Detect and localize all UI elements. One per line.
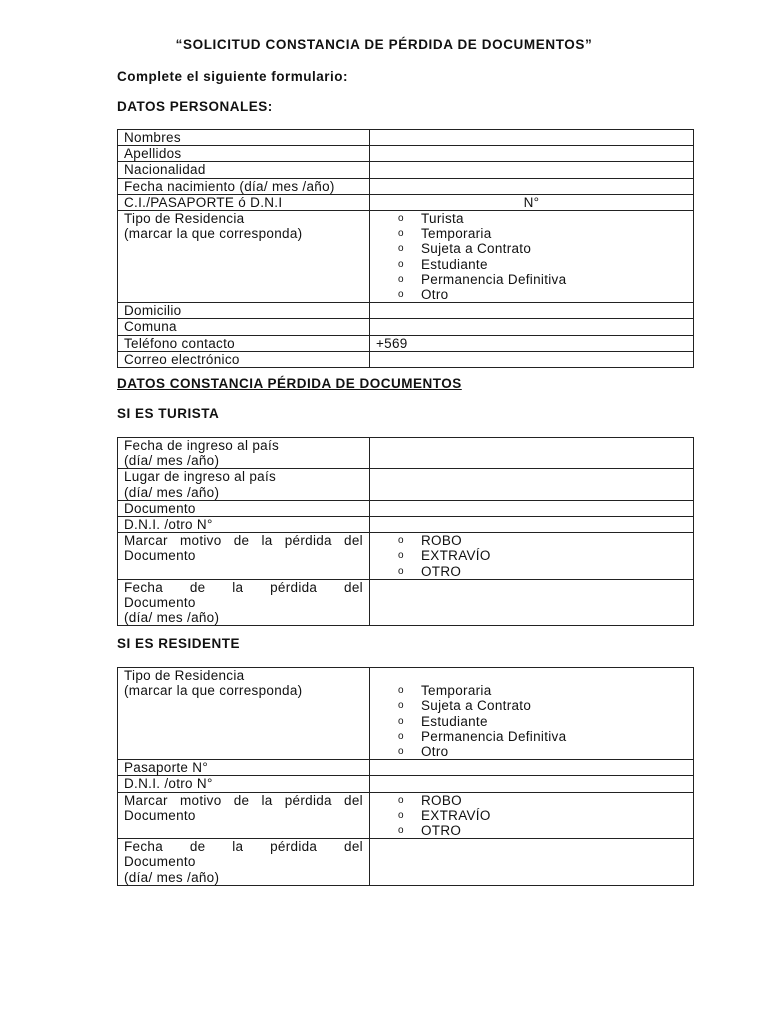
label-line-justified [124, 793, 363, 808]
option-label: Estudiante [421, 713, 488, 729]
option-label: Permanencia Definitiva [421, 271, 567, 287]
option-temporaria[interactable] [398, 226, 687, 241]
field-input-telefono[interactable]: +569 [370, 335, 694, 351]
bullet-circle-icon: o [398, 535, 404, 547]
personal-data-heading: DATOS PERSONALES: [117, 99, 273, 114]
option-robo[interactable] [398, 793, 687, 808]
word: de [233, 792, 250, 808]
option-label: Otro [421, 744, 449, 759]
word: Marcar [124, 533, 168, 549]
bullet-circle-icon: o [398, 565, 404, 577]
field-label-apellidos: Apellidos [118, 146, 370, 162]
word: de [233, 533, 250, 549]
field-input-dni-otro[interactable] [370, 776, 694, 792]
field-input-fecha-perdida[interactable] [370, 839, 694, 886]
word: la [232, 579, 244, 595]
option-permanencia-definitiva[interactable] [398, 729, 687, 744]
field-label-motivo-perdida [118, 792, 370, 839]
field-input-apellidos[interactable] [370, 146, 694, 162]
table-row [118, 760, 694, 776]
field-input-ci-numero[interactable] [370, 194, 694, 210]
field-label-ci-pasaporte: C.I./PASAPORTE ó D.N.I [118, 194, 370, 210]
label-line: Tipo de Residencia [124, 668, 245, 683]
field-label-nombres: Nombres [118, 130, 370, 146]
word: la [261, 792, 273, 808]
field-label-telefono: Teléfono contacto [118, 335, 370, 351]
bullet-circle-icon: o [398, 730, 404, 742]
word: motivo [179, 533, 222, 549]
word: del [344, 839, 363, 855]
label-line: Documento [124, 854, 196, 870]
field-label-tipo-residencia [118, 211, 370, 303]
turista-heading: SI ES TURISTA [117, 406, 220, 421]
option-label: Sujeta a Contrato [421, 241, 532, 257]
word: del [344, 792, 363, 808]
option-label: OTRO [421, 563, 462, 579]
field-label-nacionalidad: Nacionalidad [118, 162, 370, 178]
label-line-justified [124, 839, 363, 854]
word: pérdida [270, 839, 318, 855]
bullet-circle-icon: o [398, 550, 404, 562]
field-label-dni-otro: D.N.I. /otro N° [118, 517, 370, 533]
field-input-correo[interactable] [370, 351, 694, 367]
field-label-pasaporte: Pasaporte N° [118, 760, 370, 776]
option-sujeta-a-contrato[interactable] [398, 241, 687, 256]
form-intro: Complete el siguiente formulario: [117, 69, 349, 84]
option-otro[interactable] [398, 744, 687, 759]
table-row [118, 146, 694, 162]
label-hint: (marcar la que corresponda) [124, 683, 303, 699]
field-label-motivo-perdida [118, 533, 370, 580]
motivo-options [370, 792, 694, 839]
constancia-heading: DATOS CONSTANCIA PÉRDIDA DE DOCUMENTOS [117, 376, 462, 391]
field-input-nacionalidad[interactable] [370, 162, 694, 178]
tipo-residencia-hint: (marcar la que corresponda) [124, 226, 303, 242]
residente-heading: SI ES RESIDENTE [117, 636, 241, 651]
option-extravio[interactable] [398, 548, 687, 563]
label-line: Documento [124, 807, 196, 823]
option-label: ROBO [421, 792, 462, 808]
option-label: Temporaria [421, 683, 492, 699]
table-row [118, 211, 694, 303]
field-input-fecha-perdida[interactable] [370, 579, 694, 626]
word: Fecha [124, 839, 164, 855]
option-label: Temporaria [421, 226, 492, 242]
numero-label: N° [523, 194, 540, 210]
table-row [118, 303, 694, 319]
spacer [376, 668, 687, 683]
option-estudiante[interactable] [398, 714, 687, 729]
field-input-dni-otro[interactable] [370, 517, 694, 533]
bullet-circle-icon: o [398, 809, 404, 821]
bullet-circle-icon: o [398, 746, 404, 757]
word: del [344, 533, 363, 549]
field-input-nombres[interactable] [370, 130, 694, 146]
label-line: Fecha de ingreso al país [124, 438, 280, 453]
table-row [118, 839, 694, 886]
label-hint: (día/ mes /año) [124, 484, 220, 500]
label-line: Lugar de ingreso al país [124, 469, 277, 485]
table-row [118, 776, 694, 792]
table-row [118, 335, 694, 351]
tipo-residencia-options [370, 211, 694, 303]
option-permanencia-definitiva[interactable] [398, 272, 687, 287]
bullet-circle-icon: o [398, 794, 404, 806]
option-label: EXTRAVÍO [421, 807, 491, 823]
bullet-circle-icon: o [398, 258, 404, 270]
option-label: ROBO [421, 533, 462, 549]
tipo-residencia-label: Tipo de Residencia [124, 211, 245, 227]
option-otro[interactable] [398, 564, 687, 579]
option-label: Estudiante [421, 256, 488, 272]
option-extravio[interactable] [398, 808, 687, 823]
label-line: Documento [124, 548, 196, 564]
word: motivo [179, 792, 222, 808]
table-row [118, 668, 694, 760]
option-label: OTRO [421, 823, 462, 839]
tipo-residencia-options [370, 668, 694, 760]
bullet-circle-icon: o [398, 825, 404, 837]
field-label-fecha-perdida [118, 839, 370, 886]
table-row [118, 194, 694, 210]
option-sujeta-a-contrato[interactable] [398, 698, 687, 713]
option-otro[interactable] [398, 287, 687, 302]
field-input-pasaporte[interactable] [370, 760, 694, 776]
bullet-circle-icon: o [398, 685, 404, 697]
option-temporaria[interactable] [398, 683, 687, 698]
option-label: Turista [421, 211, 464, 227]
personal-data-table [117, 129, 694, 368]
field-label-lugar-ingreso [118, 469, 370, 500]
option-otro[interactable] [398, 823, 687, 838]
label-hint: (día/ mes /año) [124, 869, 220, 885]
label-hint: (día/ mes /año) [124, 453, 220, 469]
table-row [118, 792, 694, 839]
word: la [261, 533, 273, 549]
label-line-justified [124, 580, 363, 595]
label-hint: (día/ mes /año) [124, 610, 220, 626]
field-input-lugar-ingreso[interactable] [370, 469, 694, 500]
word: del [344, 579, 363, 595]
field-label-fecha-perdida [118, 579, 370, 626]
table-row [118, 130, 694, 146]
table-row [118, 579, 694, 626]
turista-table [117, 437, 694, 626]
option-turista[interactable] [398, 211, 687, 226]
bullet-circle-icon: o [398, 273, 404, 285]
field-label-fecha-nacimiento: Fecha nacimiento (día/ mes /año) [118, 178, 370, 194]
table-row [118, 500, 694, 516]
residente-table [117, 667, 694, 886]
field-label-domicilio: Domicilio [118, 303, 370, 319]
option-label: EXTRAVÍO [421, 548, 491, 564]
table-row [118, 162, 694, 178]
motivo-options [370, 533, 694, 580]
label-line: Documento [124, 595, 196, 611]
field-label-comuna: Comuna [118, 319, 370, 335]
word: de [189, 839, 206, 855]
document-title: “SOLICITUD CONSTANCIA DE PÉRDIDA DE DOCUMENTOS” [175, 37, 593, 52]
field-label-fecha-ingreso [118, 438, 370, 469]
field-input-comuna[interactable] [370, 319, 694, 335]
field-input-fecha-ingreso[interactable] [370, 438, 694, 469]
field-input-domicilio[interactable] [370, 303, 694, 319]
field-label-tipo-residencia [118, 668, 370, 760]
field-label-documento: Documento [118, 500, 370, 516]
word: Marcar [124, 792, 168, 808]
option-robo[interactable] [398, 533, 687, 548]
option-label: Sujeta a Contrato [421, 698, 532, 714]
word: pérdida [270, 579, 318, 595]
table-row [118, 533, 694, 580]
table-row [118, 319, 694, 335]
word: pérdida [284, 792, 332, 808]
field-input-documento[interactable] [370, 500, 694, 516]
bullet-circle-icon: o [398, 213, 404, 225]
word: pérdida [284, 533, 332, 549]
bullet-circle-icon: o [398, 228, 404, 240]
table-row [118, 438, 694, 469]
bullet-circle-icon: o [398, 700, 404, 712]
option-label: Permanencia Definitiva [421, 728, 567, 744]
bullet-circle-icon: o [398, 715, 404, 727]
word: de [189, 579, 206, 595]
label-line-justified [124, 533, 363, 548]
field-label-dni-otro: D.N.I. /otro N° [118, 776, 370, 792]
bullet-circle-icon: o [398, 243, 404, 255]
field-label-correo: Correo electrónico [118, 351, 370, 367]
table-row [118, 351, 694, 367]
option-label: Otro [421, 287, 449, 303]
word: Fecha [124, 579, 164, 595]
word: la [232, 839, 244, 855]
table-row [118, 517, 694, 533]
field-input-fecha-nacimiento[interactable] [370, 178, 694, 194]
bullet-circle-icon: o [398, 289, 404, 301]
table-row [118, 469, 694, 500]
option-estudiante[interactable] [398, 257, 687, 272]
table-row [118, 178, 694, 194]
